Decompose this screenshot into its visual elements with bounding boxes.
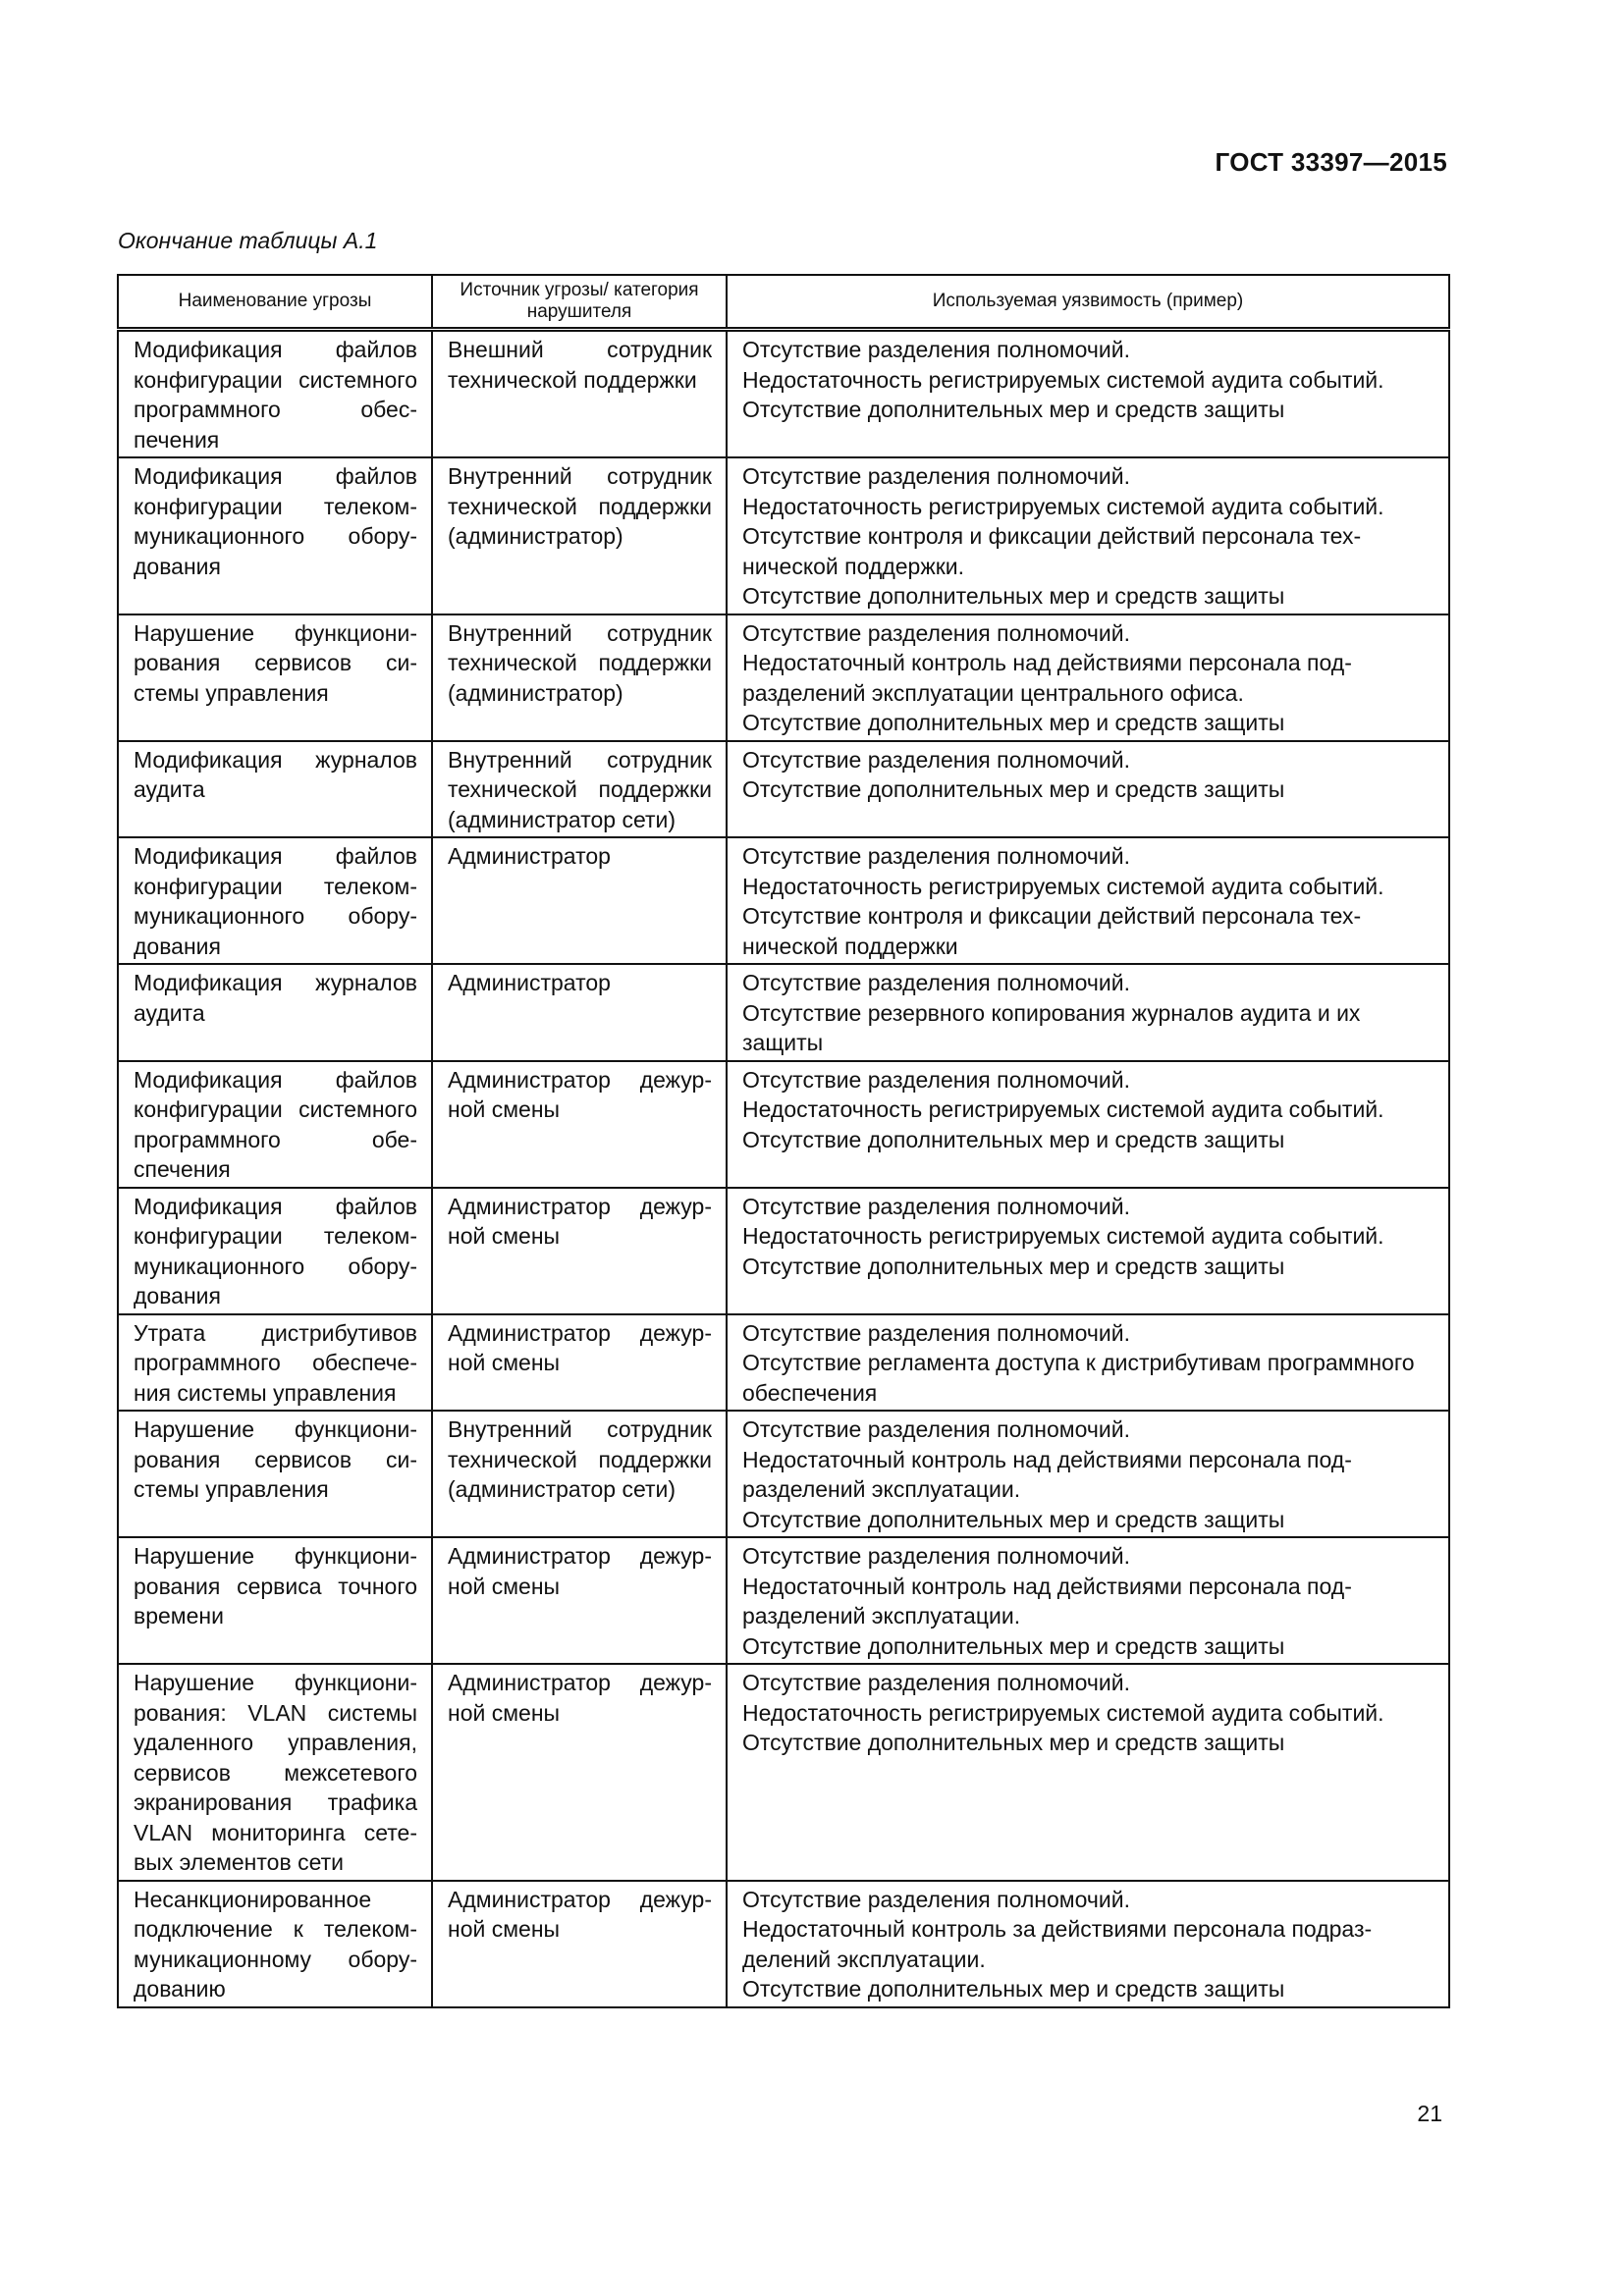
vulnerability-item: Отсутствие дополнительных мер и средств защиты <box>742 710 1285 735</box>
table-row <box>118 1314 1449 1412</box>
threat-source-cell: Внутренний сотрудник технической поддержки (администратор) <box>432 614 727 741</box>
vulnerability-item: Отсутствие разделения полномочий. <box>742 1416 1130 1442</box>
vulnerability-item: Отсутствие дополнительных мер и средств защиты <box>742 1253 1285 1279</box>
table-row <box>118 1061 1449 1188</box>
table-caption: Окончание таблицы А.1 <box>118 228 378 253</box>
vulnerability-item: Отсутствие дополнительных мер и средств защиты <box>742 1730 1285 1755</box>
vulnerability-item: Отсутствие разделения полномочий. <box>742 463 1130 489</box>
table-row <box>118 837 1449 964</box>
table-row <box>118 1188 1449 1314</box>
table-row <box>118 614 1449 741</box>
vulnerability-item: Недостаточность регистрируемых системой аудита событий. <box>742 1096 1384 1122</box>
vulnerability-item: Отсутствие дополнительных мер и средств защиты <box>742 1506 1285 1532</box>
threat-source-cell: Администратор дежурной смены <box>432 1188 727 1314</box>
vulnerability-item: Отсутствие дополнительных мер и средств защиты <box>742 776 1285 802</box>
threat-source-cell: Администратор дежурной смены <box>432 1061 727 1188</box>
vulnerability-item: Отсутствие разделения полномочий. <box>742 619 1130 646</box>
vulnerability-cell <box>727 457 1449 614</box>
vulnerability-item: Отсутствие разделения полномочий. <box>742 337 1130 362</box>
vulnerability-item: Отсутствие разделения полномочий. <box>742 1543 1130 1569</box>
column-header-vulnerability: Используемая уязвимость (пример) <box>727 275 1449 330</box>
threat-name-cell: Модификация файлов конфигурации телекоммуникационного оборудования <box>118 457 432 614</box>
threat-name-cell: Модификация файлов конфигурации системного программного обеспечения <box>118 330 432 458</box>
table-row <box>118 1537 1449 1664</box>
vulnerability-item: Отсутствие разделения полномочий. <box>742 1066 1130 1093</box>
threat-table <box>117 274 1450 2008</box>
vulnerability-cell <box>727 964 1449 1061</box>
vulnerability-cell <box>727 1664 1449 1881</box>
vulnerability-item: Недостаточный контроль над действиями персонала подразделений эксплуатации. <box>742 1573 1352 1629</box>
vulnerability-item: Отсутствие резервного копирования журналов аудита и их защиты <box>742 999 1361 1055</box>
vulnerability-cell <box>727 1188 1449 1314</box>
threat-name-cell: Модификация журналов аудита <box>118 964 432 1061</box>
vulnerability-item: Отсутствие контроля и фиксации действий персонала технической поддержки <box>742 903 1362 959</box>
threat-source-cell: Внутренний сотрудник технической поддержки (администратор) <box>432 457 727 614</box>
threat-name-cell: Утрата дистрибутивов программного обеспечения системы управления <box>118 1314 432 1412</box>
vulnerability-item: Отсутствие регламента доступа к дистрибутивам программного обеспечения <box>742 1350 1415 1406</box>
vulnerability-item: Отсутствие дополнительных мер и средств защиты <box>742 397 1285 422</box>
vulnerability-item: Недостаточность регистрируемых системой аудита событий. <box>742 873 1384 899</box>
vulnerability-item: Недостаточность регистрируемых системой аудита событий. <box>742 1699 1384 1726</box>
threat-source-cell: Администратор дежурной смены <box>432 1664 727 1881</box>
vulnerability-cell <box>727 1411 1449 1537</box>
threat-source-cell: Администратор <box>432 964 727 1061</box>
threat-name-cell: Нарушение функционирования: VLAN системы удаленного управления, сервисов межсетевого экранирования трафика VLAN мониторинга сетевых элементов сети <box>118 1664 432 1881</box>
vulnerability-cell <box>727 741 1449 838</box>
table-header-row <box>118 275 1449 330</box>
page-number: 21 <box>1417 2101 1442 2126</box>
threat-source-cell: Внешний сотрудник технической поддержки <box>432 330 727 458</box>
vulnerability-item: Отсутствие дополнительных мер и средств защиты <box>742 1126 1285 1152</box>
threat-name-cell: Несанкционированное подключение к телекоммуникационному оборудованию <box>118 1881 432 2007</box>
threat-source-cell: Администратор <box>432 837 727 964</box>
table-row <box>118 964 1449 1061</box>
threat-source-cell: Администратор дежурной смены <box>432 1537 727 1664</box>
threat-name-cell: Модификация файлов конфигурации телекоммуникационного оборудования <box>118 1188 432 1314</box>
vulnerability-item: Отсутствие разделения полномочий. <box>742 843 1130 869</box>
vulnerability-item: Недостаточный контроль над действиями персонала подразделений эксплуатации центрального офиса. <box>742 650 1352 706</box>
vulnerability-item: Отсутствие разделения полномочий. <box>742 746 1130 773</box>
vulnerability-cell <box>727 614 1449 741</box>
vulnerability-cell <box>727 330 1449 458</box>
table-row <box>118 741 1449 838</box>
vulnerability-item: Отсутствие дополнительных мер и средств защиты <box>742 1976 1285 2002</box>
threat-table-container <box>117 274 1448 2008</box>
vulnerability-item: Недостаточность регистрируемых системой аудита событий. <box>742 1223 1384 1249</box>
vulnerability-item: Отсутствие разделения полномочий. <box>742 1193 1130 1219</box>
table-row <box>118 1881 1449 2007</box>
threat-source-cell: Внутренний сотрудник технической поддержки (администратор сети) <box>432 1411 727 1537</box>
vulnerability-item: Отсутствие разделения полномочий. <box>742 970 1130 995</box>
threat-name-cell: Модификация файлов конфигурации системного программного обеспечения <box>118 1061 432 1188</box>
vulnerability-item: Недостаточный контроль за действиями персонала подразделений эксплуатации. <box>742 1916 1373 1972</box>
table-row <box>118 330 1449 458</box>
vulnerability-item: Недостаточность регистрируемых системой аудита событий. <box>742 366 1384 393</box>
vulnerability-cell <box>727 1314 1449 1412</box>
vulnerability-cell <box>727 1537 1449 1664</box>
vulnerability-item: Отсутствие разделения полномочий. <box>742 1319 1130 1346</box>
vulnerability-item: Недостаточность регистрируемых системой аудита событий. <box>742 493 1384 519</box>
vulnerability-cell <box>727 837 1449 964</box>
threat-name-cell: Модификация журналов аудита <box>118 741 432 838</box>
table-row <box>118 1411 1449 1537</box>
vulnerability-item: Отсутствие разделения полномочий. <box>742 1886 1130 1912</box>
threat-name-cell: Нарушение функционирования сервисов системы управления <box>118 1411 432 1537</box>
table-row <box>118 457 1449 614</box>
threat-name-cell: Нарушение функционирования сервисов системы управления <box>118 614 432 741</box>
vulnerability-item: Отсутствие дополнительных мер и средств защиты <box>742 1632 1285 1659</box>
threat-source-cell: Администратор дежурной смены <box>432 1881 727 2007</box>
vulnerability-cell <box>727 1881 1449 2007</box>
threat-name-cell: Нарушение функционирования сервиса точного времени <box>118 1537 432 1664</box>
document-code: ГОСТ 33397—2015 <box>1215 147 1447 177</box>
column-header-threat: Наименование угрозы <box>118 275 432 330</box>
table-body <box>118 330 1449 2007</box>
threat-source-cell: Внутренний сотрудник технической поддержки (администратор сети) <box>432 741 727 838</box>
vulnerability-item: Недостаточный контроль над действиями персонала подразделений эксплуатации. <box>742 1446 1352 1502</box>
vulnerability-item: Отсутствие разделения полномочий. <box>742 1670 1130 1695</box>
table-header <box>118 275 1449 330</box>
vulnerability-cell <box>727 1061 1449 1188</box>
vulnerability-item: Отсутствие контроля и фиксации действий персонала технической поддержки. <box>742 523 1362 579</box>
table-row <box>118 1664 1449 1881</box>
threat-source-cell: Администратор дежурной смены <box>432 1314 727 1412</box>
column-header-source: Источник угрозы/ категория нарушителя <box>432 275 727 330</box>
vulnerability-item: Отсутствие дополнительных мер и средств защиты <box>742 583 1285 609</box>
threat-name-cell: Модификация файлов конфигурации телекоммуникационного оборудования <box>118 837 432 964</box>
